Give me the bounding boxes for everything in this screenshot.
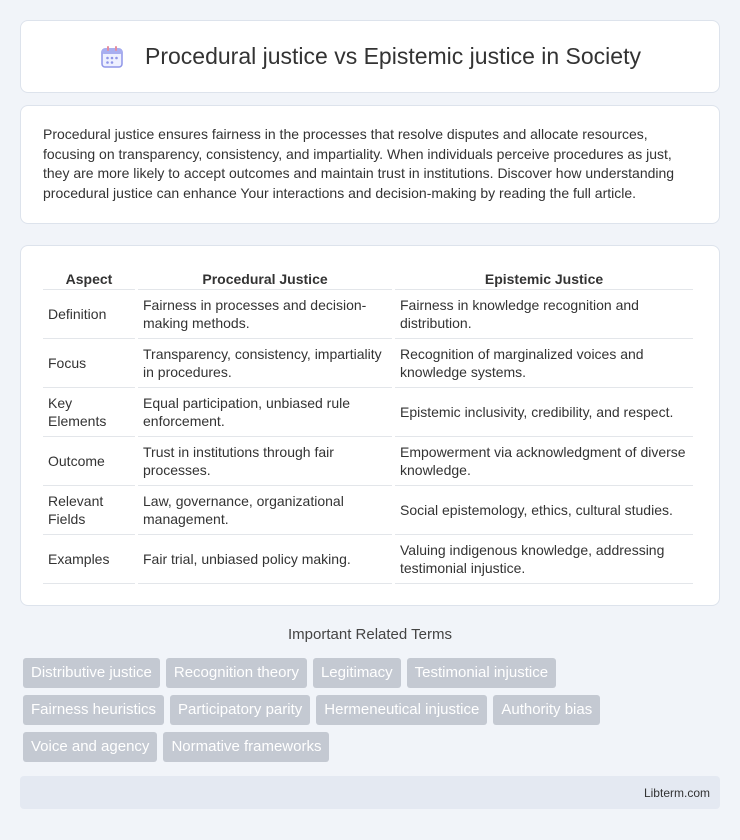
related-terms-list	[23, 658, 723, 769]
tag-voice-and-agency[interactable]: Voice and agency	[23, 732, 157, 762]
tag-hermeneutical-injustice[interactable]: Hermeneutical injustice	[316, 695, 487, 725]
cell-procedural: Fair trial, unbiased policy making.	[138, 535, 392, 584]
cell-procedural: Fairness in processes and decision-making methods.	[138, 290, 392, 339]
header-epistemic: Epistemic Justice	[395, 266, 693, 290]
cell-epistemic: Epistemic inclusivity, credibility, and respect.	[395, 388, 693, 437]
tag-authority-bias[interactable]: Authority bias	[493, 695, 600, 725]
comparison-table-card	[20, 245, 720, 606]
table-row	[43, 388, 693, 437]
table-row	[43, 339, 693, 388]
header-procedural: Procedural Justice	[138, 266, 392, 290]
tag-recognition-theory[interactable]: Recognition theory	[166, 658, 307, 688]
tag-row	[23, 695, 723, 725]
cell-epistemic: Empowerment via acknowledgment of diverse knowledge.	[395, 437, 693, 486]
cell-epistemic: Recognition of marginalized voices and knowledge systems.	[395, 339, 693, 388]
tag-distributive-justice[interactable]: Distributive justice	[23, 658, 160, 688]
comparison-table	[40, 266, 696, 584]
tag-legitimacy[interactable]: Legitimacy	[313, 658, 401, 688]
calendar-icon	[99, 44, 125, 70]
footer	[20, 776, 720, 809]
table-row	[43, 486, 693, 535]
tag-row	[23, 732, 723, 762]
tag-fairness-heuristics[interactable]: Fairness heuristics	[23, 695, 164, 725]
footer-brand[interactable]: Libterm.com	[643, 785, 710, 800]
cell-procedural: Trust in institutions through fair processes.	[138, 437, 392, 486]
cell-aspect: Key Elements	[43, 388, 135, 437]
cell-aspect: Examples	[43, 535, 135, 584]
table-header-row	[43, 266, 693, 290]
related-terms-title: Important Related Terms	[288, 626, 452, 643]
table-row	[43, 437, 693, 486]
table-row	[43, 535, 693, 584]
tag-testimonial-injustice[interactable]: Testimonial injustice	[407, 658, 556, 688]
cell-aspect: Focus	[43, 339, 135, 388]
cell-aspect: Relevant Fields	[43, 486, 135, 535]
tag-participatory-parity[interactable]: Participatory parity	[170, 695, 310, 725]
page-title: Procedural justice vs Epistemic justice in Society	[145, 43, 641, 69]
cell-epistemic: Fairness in knowledge recognition and distribution.	[395, 290, 693, 339]
header-card	[20, 20, 720, 93]
cell-aspect: Outcome	[43, 437, 135, 486]
tag-normative-frameworks[interactable]: Normative frameworks	[163, 732, 329, 762]
cell-aspect: Definition	[43, 290, 135, 339]
header-aspect: Aspect	[43, 266, 135, 290]
cell-procedural: Transparency, consistency, impartiality in procedures.	[138, 339, 392, 388]
cell-epistemic: Social epistemology, ethics, cultural studies.	[395, 486, 693, 535]
intro-text: Procedural justice ensures fairness in the processes that resolve disputes and allocate resources, focusing on transparency, consistency, and impartiality. When individuals perceive procedures as just, they are more likely to accept outcomes and maintain trust in institutions. Discover how understanding procedural justice can enhance Your interactions and decision-making by reading the full article.	[43, 126, 675, 201]
tag-row	[23, 658, 723, 688]
intro-card	[20, 105, 720, 224]
cell-epistemic: Valuing indigenous knowledge, addressing testimonial injustice.	[395, 535, 693, 584]
cell-procedural: Law, governance, organizational management.	[138, 486, 392, 535]
table-row	[43, 290, 693, 339]
cell-procedural: Equal participation, unbiased rule enforcement.	[138, 388, 392, 437]
